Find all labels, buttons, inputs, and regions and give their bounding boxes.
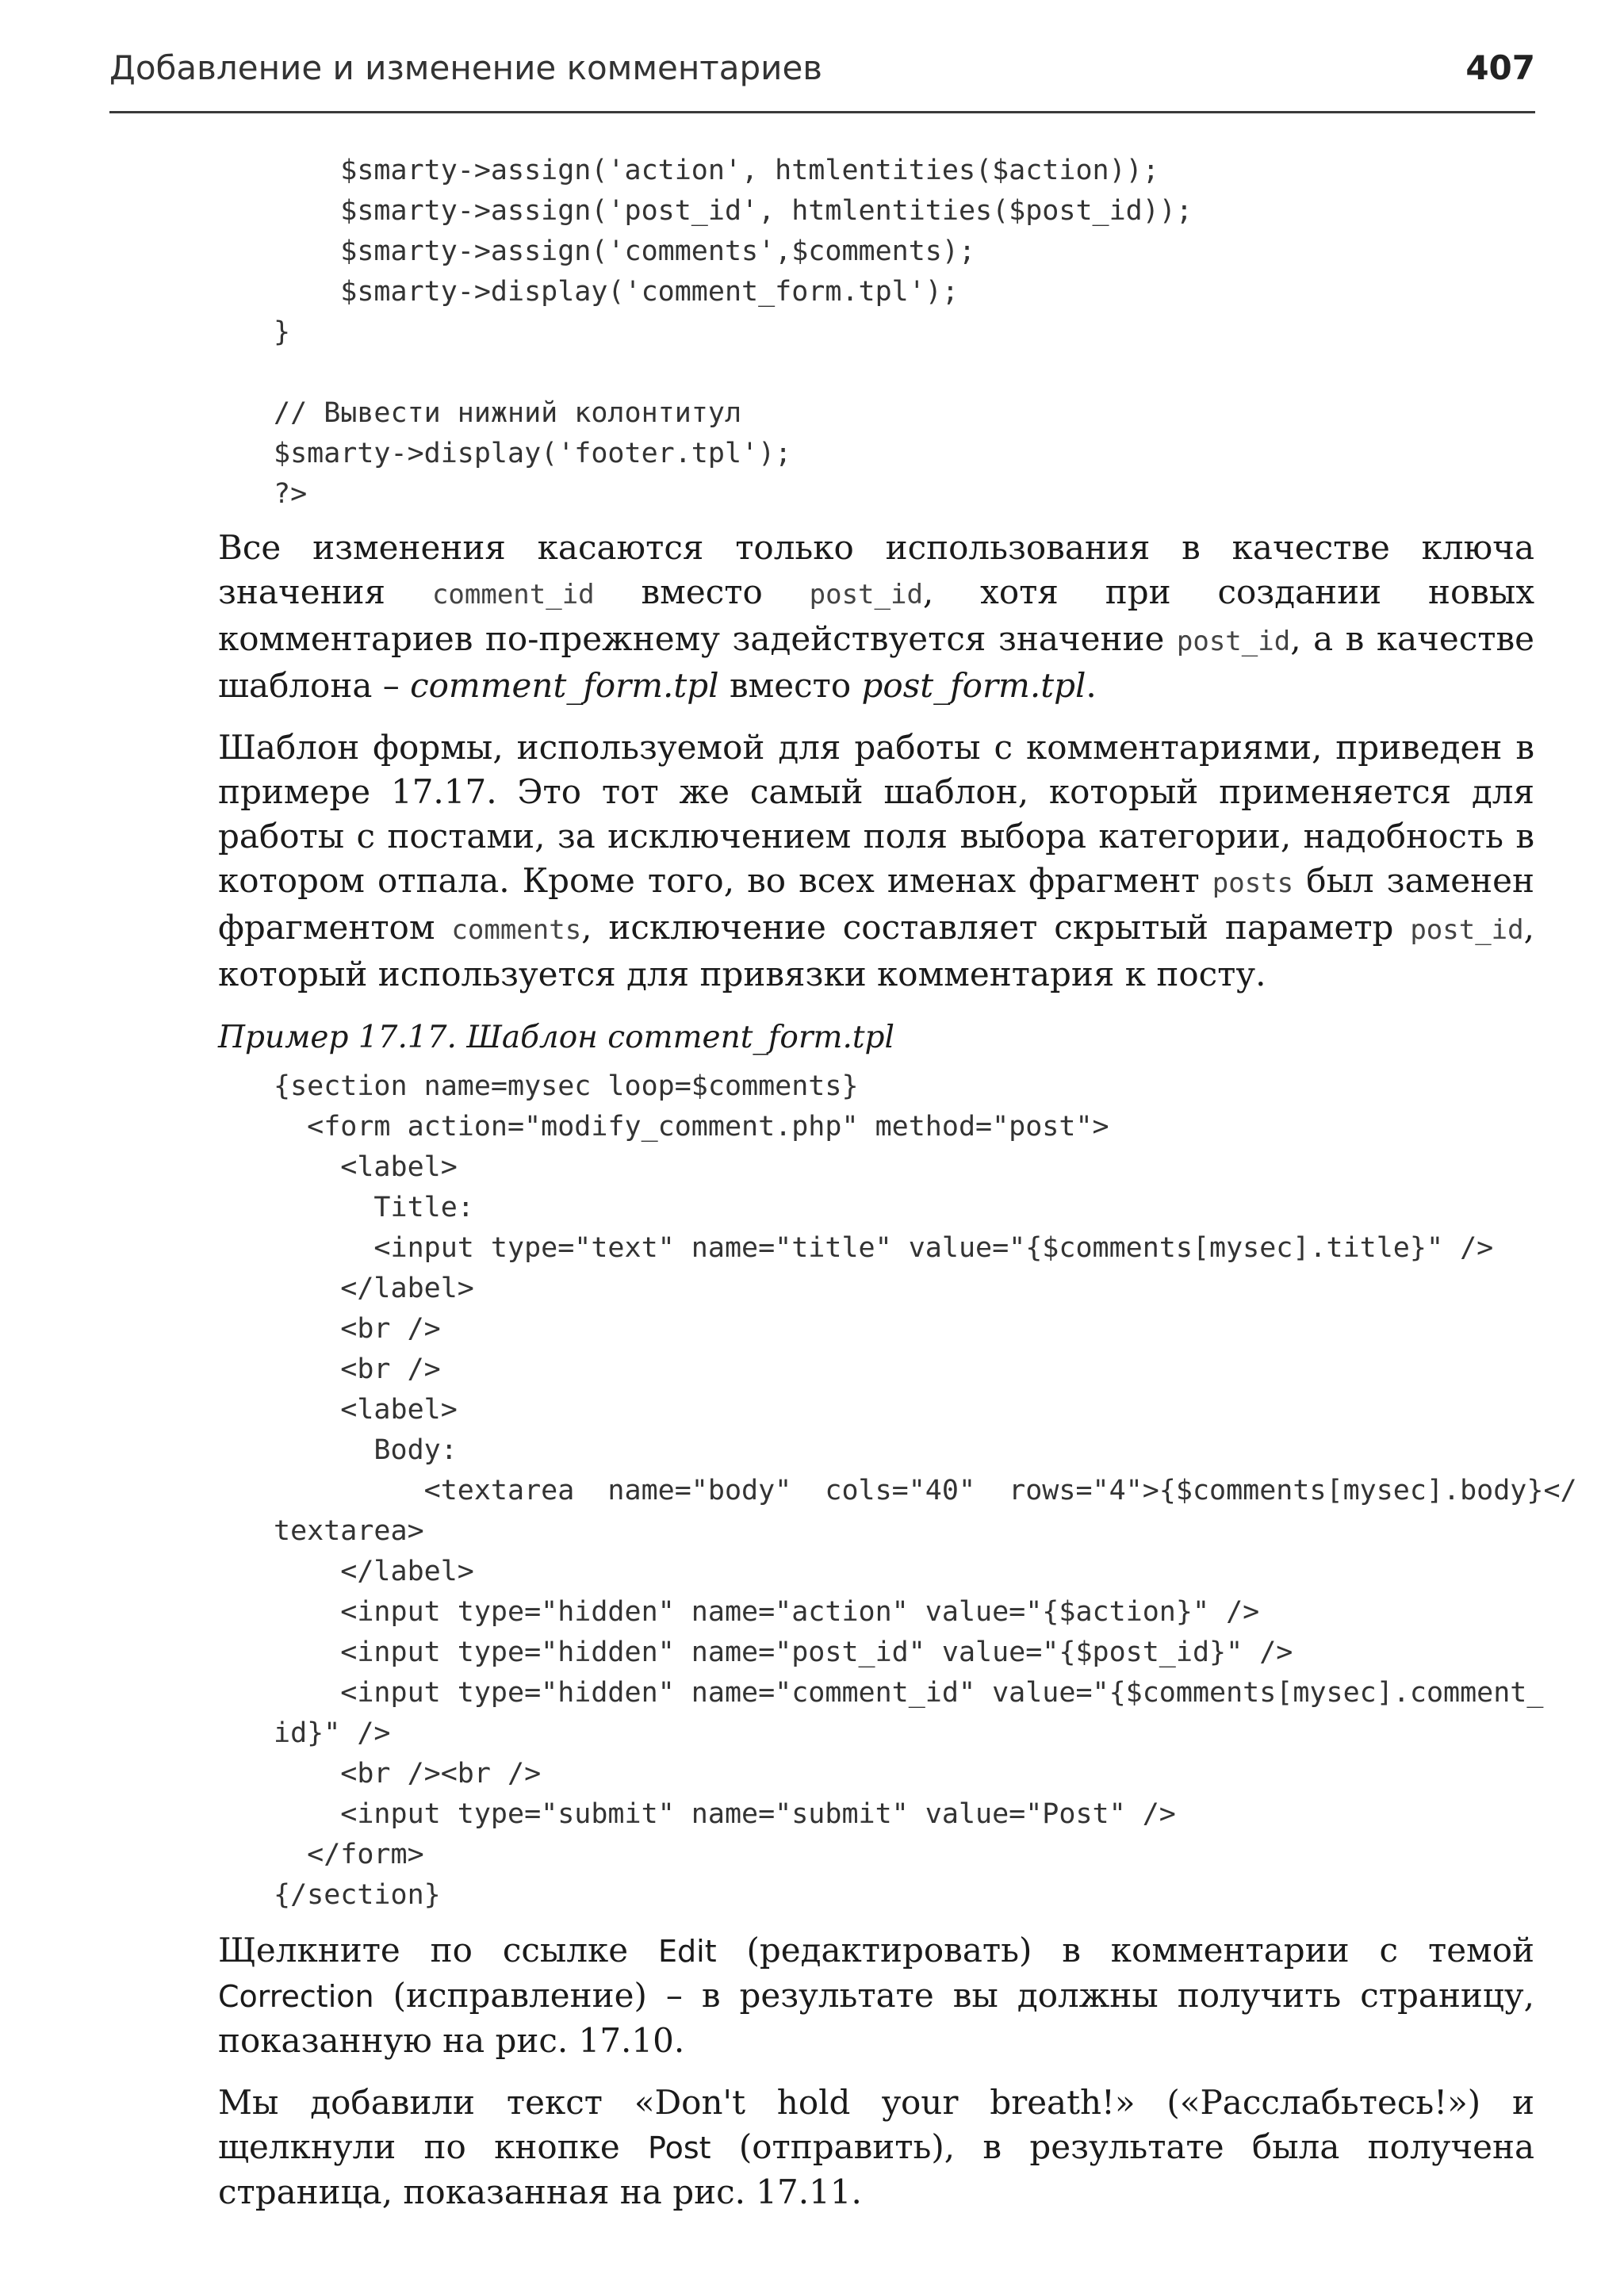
ui-term: Post [648,2130,711,2165]
filename: comment_form.tpl [410,666,719,705]
text: , который используется для привязки комментария к посту. [218,908,1534,993]
text: Шаблон формы, используемой для работы с комментариями, приведен в примере 17.17. Это тот же самый шаблон, который применяется для работы с постами, за исключением поля выбора категории, надобность в котором отпала. Кроме того, во всех именах фрагмент [218,728,1534,900]
inline-code: post_id [1410,914,1524,946]
text: Щелкните по ссылке [218,1931,659,1970]
text: Все изменения касаются только использования в качестве ключа значения [218,528,1534,611]
text: (исправление) – в результате вы должны получить страницу, показанную на рис. 17.10. [218,1976,1534,2060]
code-listing-example: {section name=mysec loop=$comments} <form action="modify_comment.php" method="post"> <label> Title: <input type="text" name="title" value="{$comments[mysec].title}" /> </label> <br /> <br /> <label> Body: <textarea name="body" cols="40" rows="4">{$comments[mysec].body}</ textarea> </label> <input type="hidden" name="action" value="{$action}" /> <input type="hidden" name="post_id" value="{$post_id}" /> <input type="hidden" name="comment_id" value="{$comments[mysec].comment_ id}" /> <br /><br /> <input type="submit" name="submit" value="Post" /> </form> {/section} [274,1070,1577,1911]
text: . [1086,666,1097,705]
page-header [109,44,1535,113]
page-number: 407 [1465,48,1535,87]
inline-code: post_id [809,579,923,611]
text: (редактировать) в комментарии с темой [716,1931,1534,1970]
ui-term: Edit [658,1934,717,1969]
text: (отправить), в результате была получена страница, показанная на рис. 17.11. [218,2127,1534,2211]
code-listing-top: $smarty->assign('action', htmlentities($action)); $smarty->assign('post_id', htmlentities($post_id)); $smarty->assign('comments',$comments); $smarty->display('comment_form.tpl'); } // Вывести нижний колонтитул $smarty->display('footer.tpl'); ?> [274,155,1193,510]
paragraph-edit-link [218,1928,1534,2063]
inline-code: comment_id [431,579,595,611]
inline-code: post_id [1176,626,1291,657]
text: , хотя при создании новых комментариев по-прежнему задействуется значение [218,572,1535,658]
inline-code: posts [1212,867,1294,899]
filename: post_form.tpl [861,666,1086,705]
ui-term: Correction [218,1979,374,2014]
paragraph-template [218,725,1534,997]
text: Мы добавили текст «Don't hold your breath!» («Расслабьтесь!») и щелкнули по кнопке [218,2083,1534,2166]
paragraph-changes [218,526,1534,708]
text: вместо [594,572,810,611]
text: вместо [718,666,862,705]
inline-code: comments [451,914,582,946]
text: , а в качестве шаблона – [218,619,1535,705]
page-content [218,151,1577,2215]
text: , исключение составляет скрытый параметр [581,908,1411,947]
running-head: Добавление и изменение комментариев [109,48,823,87]
paragraph-post-result [218,2081,1534,2215]
text: был заменен фрагментом [218,861,1534,947]
example-caption: Пример 17.17. Шаблон comment_form.tpl [218,1020,894,1055]
